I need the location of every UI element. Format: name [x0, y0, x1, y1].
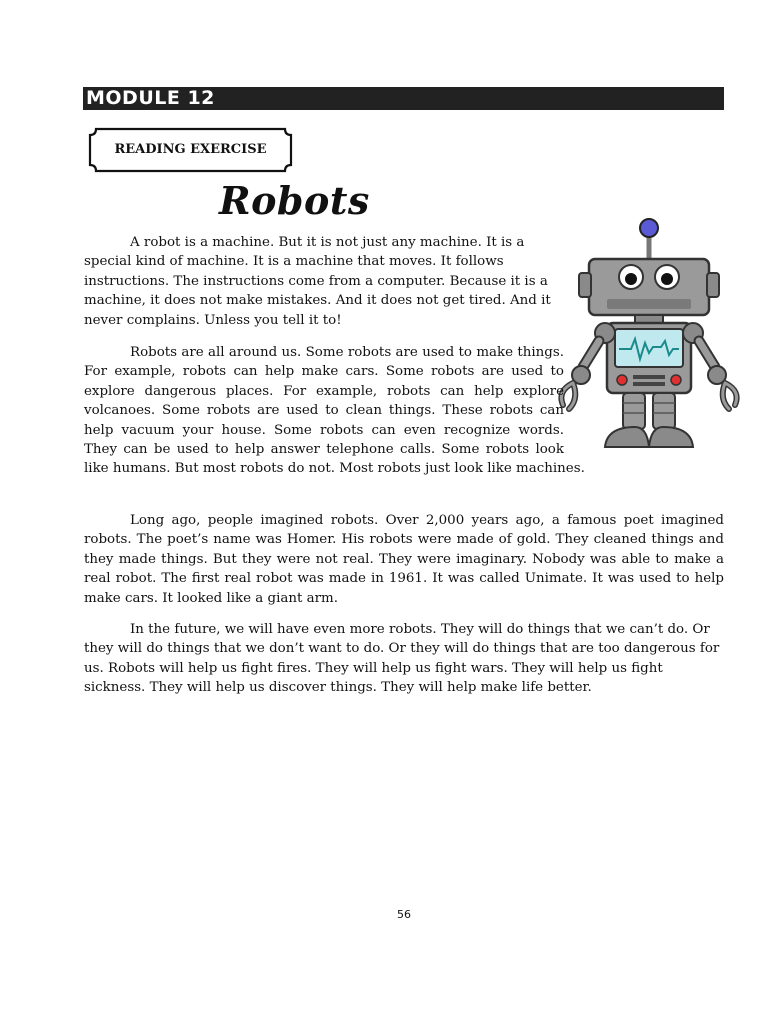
- module-title: MODULE 12: [86, 87, 215, 109]
- paragraph-2: [84, 343, 724, 479]
- reading-exercise-banner: [88, 127, 293, 173]
- paragraph-4: In the future, we will have even more robots. They will do things that we can’t do. Or they will do things that we don’t want to do. Or they will do things that are too dangerous for us. Robots will help us fight fires. They will help us fight wars. They will help us fight sickness. They will help us discover things. They will help make life better.: [84, 622, 720, 696]
- reading-exercise-label: READING EXERCISE: [114, 142, 267, 157]
- paragraph-1: A robot is a machine. But it is not just any machine. It is a special kind of machine. It is a machine that moves. It follows instructions. The instructions come from a computer. Because it is a machine, it does not make mistakes. And it does not get tired. And it never complains. Unless you tell it to!: [84, 235, 551, 328]
- article-title: Robots: [219, 178, 370, 223]
- module-header-bar: [83, 87, 724, 110]
- paragraph-2-text: Robots are all around us. Some robots are used to make things. For example, robots can help make cars. Some robots are used to explore dangerous places. For example, robots can help explore volcanoes. Some robots are used to clean things. These robots can help vacuum your house. Some robots can even recognize words. They can be used to help answer telephone calls. Some robots look like humans. But most robots do not. Most robots just look like machines.: [84, 345, 585, 477]
- page-number: 56: [397, 908, 411, 921]
- paragraph-3: Long ago, people imagined robots. Over 2,000 years ago, a famous poet imagined robots. The poet’s name was Homer. His robots were made of gold. They cleaned things and they made things. But they were not real. They were imaginary. Nobody was able to make a real robot. The first real robot was made in 1961. It was called Unimate. It was used to help make cars. It looked like a giant arm.: [84, 513, 724, 606]
